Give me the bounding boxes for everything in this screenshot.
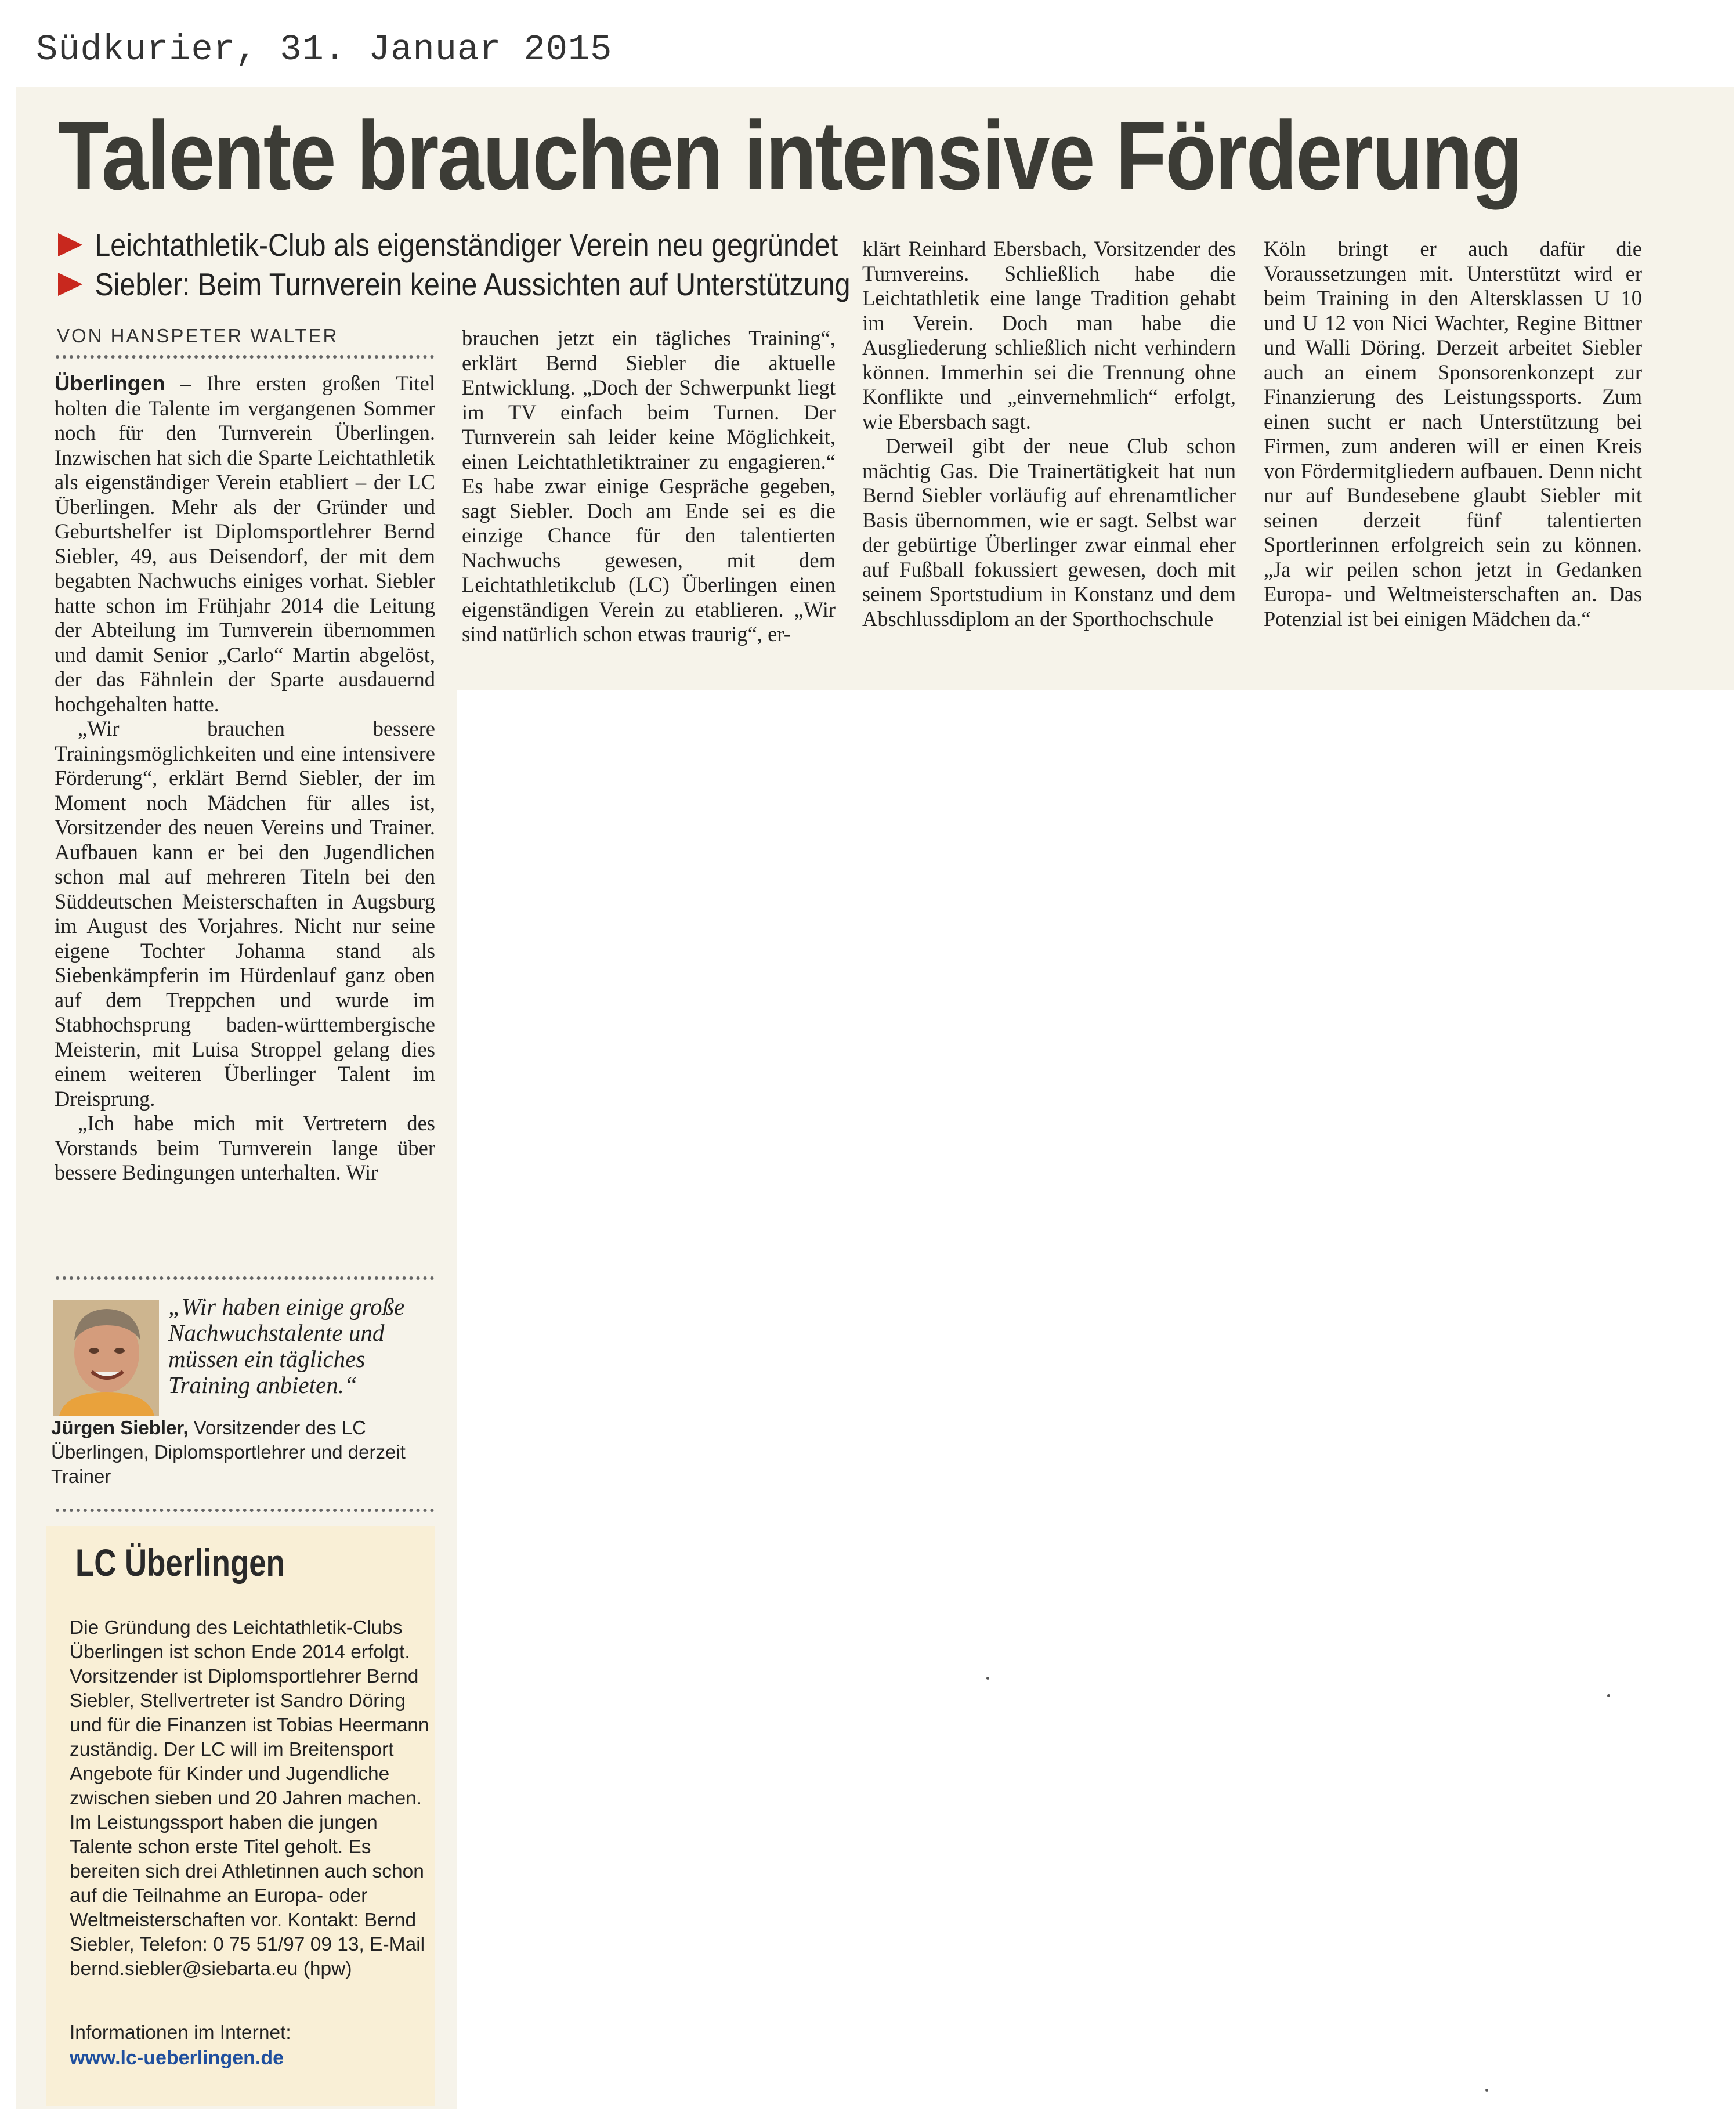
quote-author-role: Vorsitzender des LC Überlingen, Diplomsportlehrer und derzeit Trainer bbox=[51, 1417, 406, 1487]
paragraph: Derweil gibt der neue Club schon mächtig Gas. Die Trainertätigkeit hat nun Bernd Siebler vorläufig auf ehrenamtlicher Basis übernommen, wie er sagt. Selbst war der gebürtige Überlinger zwar einmal eher auf Fußball fokussiert gewesen, doch mit seinem Sportstudium in Konstanz und dem Abschlussdiplom an der Sporthochschule bbox=[862, 434, 1236, 631]
article-column-3 bbox=[862, 237, 1236, 631]
paragraph: Köln bringt er auch dafür die Voraussetzungen mit. Unterstützt wird er beim Training in den Altersklassen U 10 und U 12 von Nici Wachter, Regine Bittner und Walli Döring. Derzeit arbeitet Siebler auch an einem Sponsorenkonzept zur Finanzierung des Leistungssports. Zum einen sucht er nach Unterstützung bei Firmen, zum anderen will er einen Kreis von Fördermitgliedern aufbauen. Denn nicht nur auf Bundesebene glaubt Siebler mit seinen derzeit fünf talentierten Sportlerinnen erfolgreich sein zu können. „Ja wir peilen schon jetzt in Gedanken Europa- und Weltmeisterschaften an. Das Potenzial ist bei einigen Mädchen da.“ bbox=[1264, 237, 1642, 631]
scan-speck bbox=[1485, 2089, 1488, 2092]
red-arrow-icon bbox=[58, 273, 82, 296]
red-arrow-icon bbox=[58, 233, 82, 256]
quote-divider-top bbox=[56, 1276, 434, 1280]
paragraph-text: – Ihre ersten großen Titel holten die Talente im vergangenen Sommer noch für den Turnverein Überlingen. Inzwischen hat sich die Sparte Leichtathletik als eigenständiger Verein etabliert – der LC Überlingen. Mehr als der Gründer und Geburtshelfer ist Diplomsportlehrer Bernd Siebler, 49, aus Deisendorf, der mit dem begabten Nachwuchs einiges vorhat. Siebler hatte schon im Frühjahr 2014 die Leitung der Abteilung im Turnverein übernommen und damit Senior „Carlo“ Martin abgelöst, der das Fähnlein der Sparte ausdauernd hochgehalten hatte. bbox=[55, 371, 435, 716]
article-column-4 bbox=[1264, 237, 1642, 631]
paragraph: brauchen jetzt ein tägliches Training“, erklärt Bernd Siebler die aktuelle Entwicklung. „Doch der Schwerpunkt liegt im TV einfach beim Turnen. Der Turnverein sah leider keine Möglichkeit, einen Leichtathletiktrainer zu engagieren.“ Es habe zwar einige Gespräche gegeben, sagt Siebler. Doch am Ende sei es die einzige Chance für den talentierten Nachwuchs gewesen, mit dem Leichtathletikclub (LC) Überlingen einen eigenständigen Verein zu etablieren. „Wir sind natürlich schon etwas traurig“, er- bbox=[462, 326, 836, 646]
dateline: Überlingen bbox=[55, 371, 165, 395]
kicker-text-1: Leichtathletik-Club als eigenständiger Verein neu gegründet bbox=[95, 227, 838, 263]
info-box-web-link[interactable]: www.lc-ueberlingen.de bbox=[70, 2047, 284, 2069]
article-kickers bbox=[58, 225, 859, 304]
byline-divider bbox=[56, 355, 434, 359]
quote-divider-bottom bbox=[56, 1509, 434, 1512]
article-column-2 bbox=[462, 326, 836, 647]
quote-author-name: Jürgen Siebler, bbox=[51, 1417, 189, 1438]
byline: VON HANSPETER WALTER bbox=[57, 325, 339, 346]
paragraph bbox=[55, 371, 435, 717]
info-box-body: Die Gründung des Leichtathletik-Clubs Überlingen ist schon Ende 2014 erfolgt. Vorsitzender ist Diplomsportlehrer Bernd Siebler, Stellvertreter ist Sandro Döring und für die Finanzen ist Tobias Heermann zuständig. Der LC will im Breitensport Angebote für Kinder und Jugendliche zwischen sieben und 20 Jahren machen. Im Leistungssport haben die jungen Talente schon erste Titel geholt. Es bereiten sich drei Athletinnen auch schon auf die Teilnahme an Europa- oder Weltmeisterschaften vor. Kontakt: Bernd Siebler, Telefon: 0 75 51/97 09 13, E-Mail bernd.siebler@siebarta.eu (hpw) bbox=[70, 1617, 429, 1980]
pull-quote: „Wir haben einige große Nachwuchstalente und müssen ein tägliches Training anbieten.“ bbox=[168, 1293, 405, 1398]
paragraph: klärt Reinhard Ebersbach, Vorsitzender des Turnvereins. Schließlich habe die Leichtathletik eine lange Tradition gehabt im Verein. Doch man habe die Ausgliederung schließlich nicht verhindern können. Immerhin sei die Trennung ohne Konflikte und „einvernehmlich“ erfolgt, wie Ebersbach sagt. bbox=[862, 237, 1236, 433]
person-portrait bbox=[53, 1300, 159, 1416]
paragraph: „Wir brauchen bessere Trainingsmöglichkeiten und eine intensivere Förderung“, erklärt Bernd Siebler, der im Moment noch Mädchen für alles ist, Vorsitzender des neuen Vereins und Trainer. Aufbauen kann er bei den Jugendlichen schon mal auf mehreren Titeln bei den Süddeutschen Meisterschaften in Augsburg im August des Vorjahres. Nicht nur seine eigene Tochter Johanna stand als Siebenkämpferin im Hürdenlauf ganz oben auf dem Treppchen und wurde im Stabhochsprung baden-württembergische Meisterin, mit Luisa Stroppel gelang dies einem weiteren Überlinger Talent im Dreisprung. bbox=[55, 717, 435, 1111]
info-box-web-label: Informationen im Internet: bbox=[70, 2022, 291, 2043]
paragraph: „Ich habe mich mit Vertretern des Vorstands beim Turnverein lange über bessere Bedingungen unterhalten. Wir bbox=[55, 1111, 435, 1184]
scan-speck bbox=[986, 1677, 989, 1680]
quote-attribution bbox=[51, 1416, 446, 1489]
kicker-line-2 bbox=[58, 265, 851, 304]
scan-speck bbox=[1607, 1694, 1610, 1697]
kicker-text-2: Siebler: Beim Turnverein keine Aussichten auf Unterstützung bbox=[95, 266, 851, 302]
kicker-line-1 bbox=[58, 225, 838, 265]
source-line: Südkurier, 31. Januar 2015 bbox=[36, 29, 613, 70]
article-column-1 bbox=[55, 371, 435, 1185]
info-box-title: LC Überlingen bbox=[75, 1541, 285, 1584]
article-headline: Talente brauchen intensive Förderung bbox=[58, 101, 1521, 210]
